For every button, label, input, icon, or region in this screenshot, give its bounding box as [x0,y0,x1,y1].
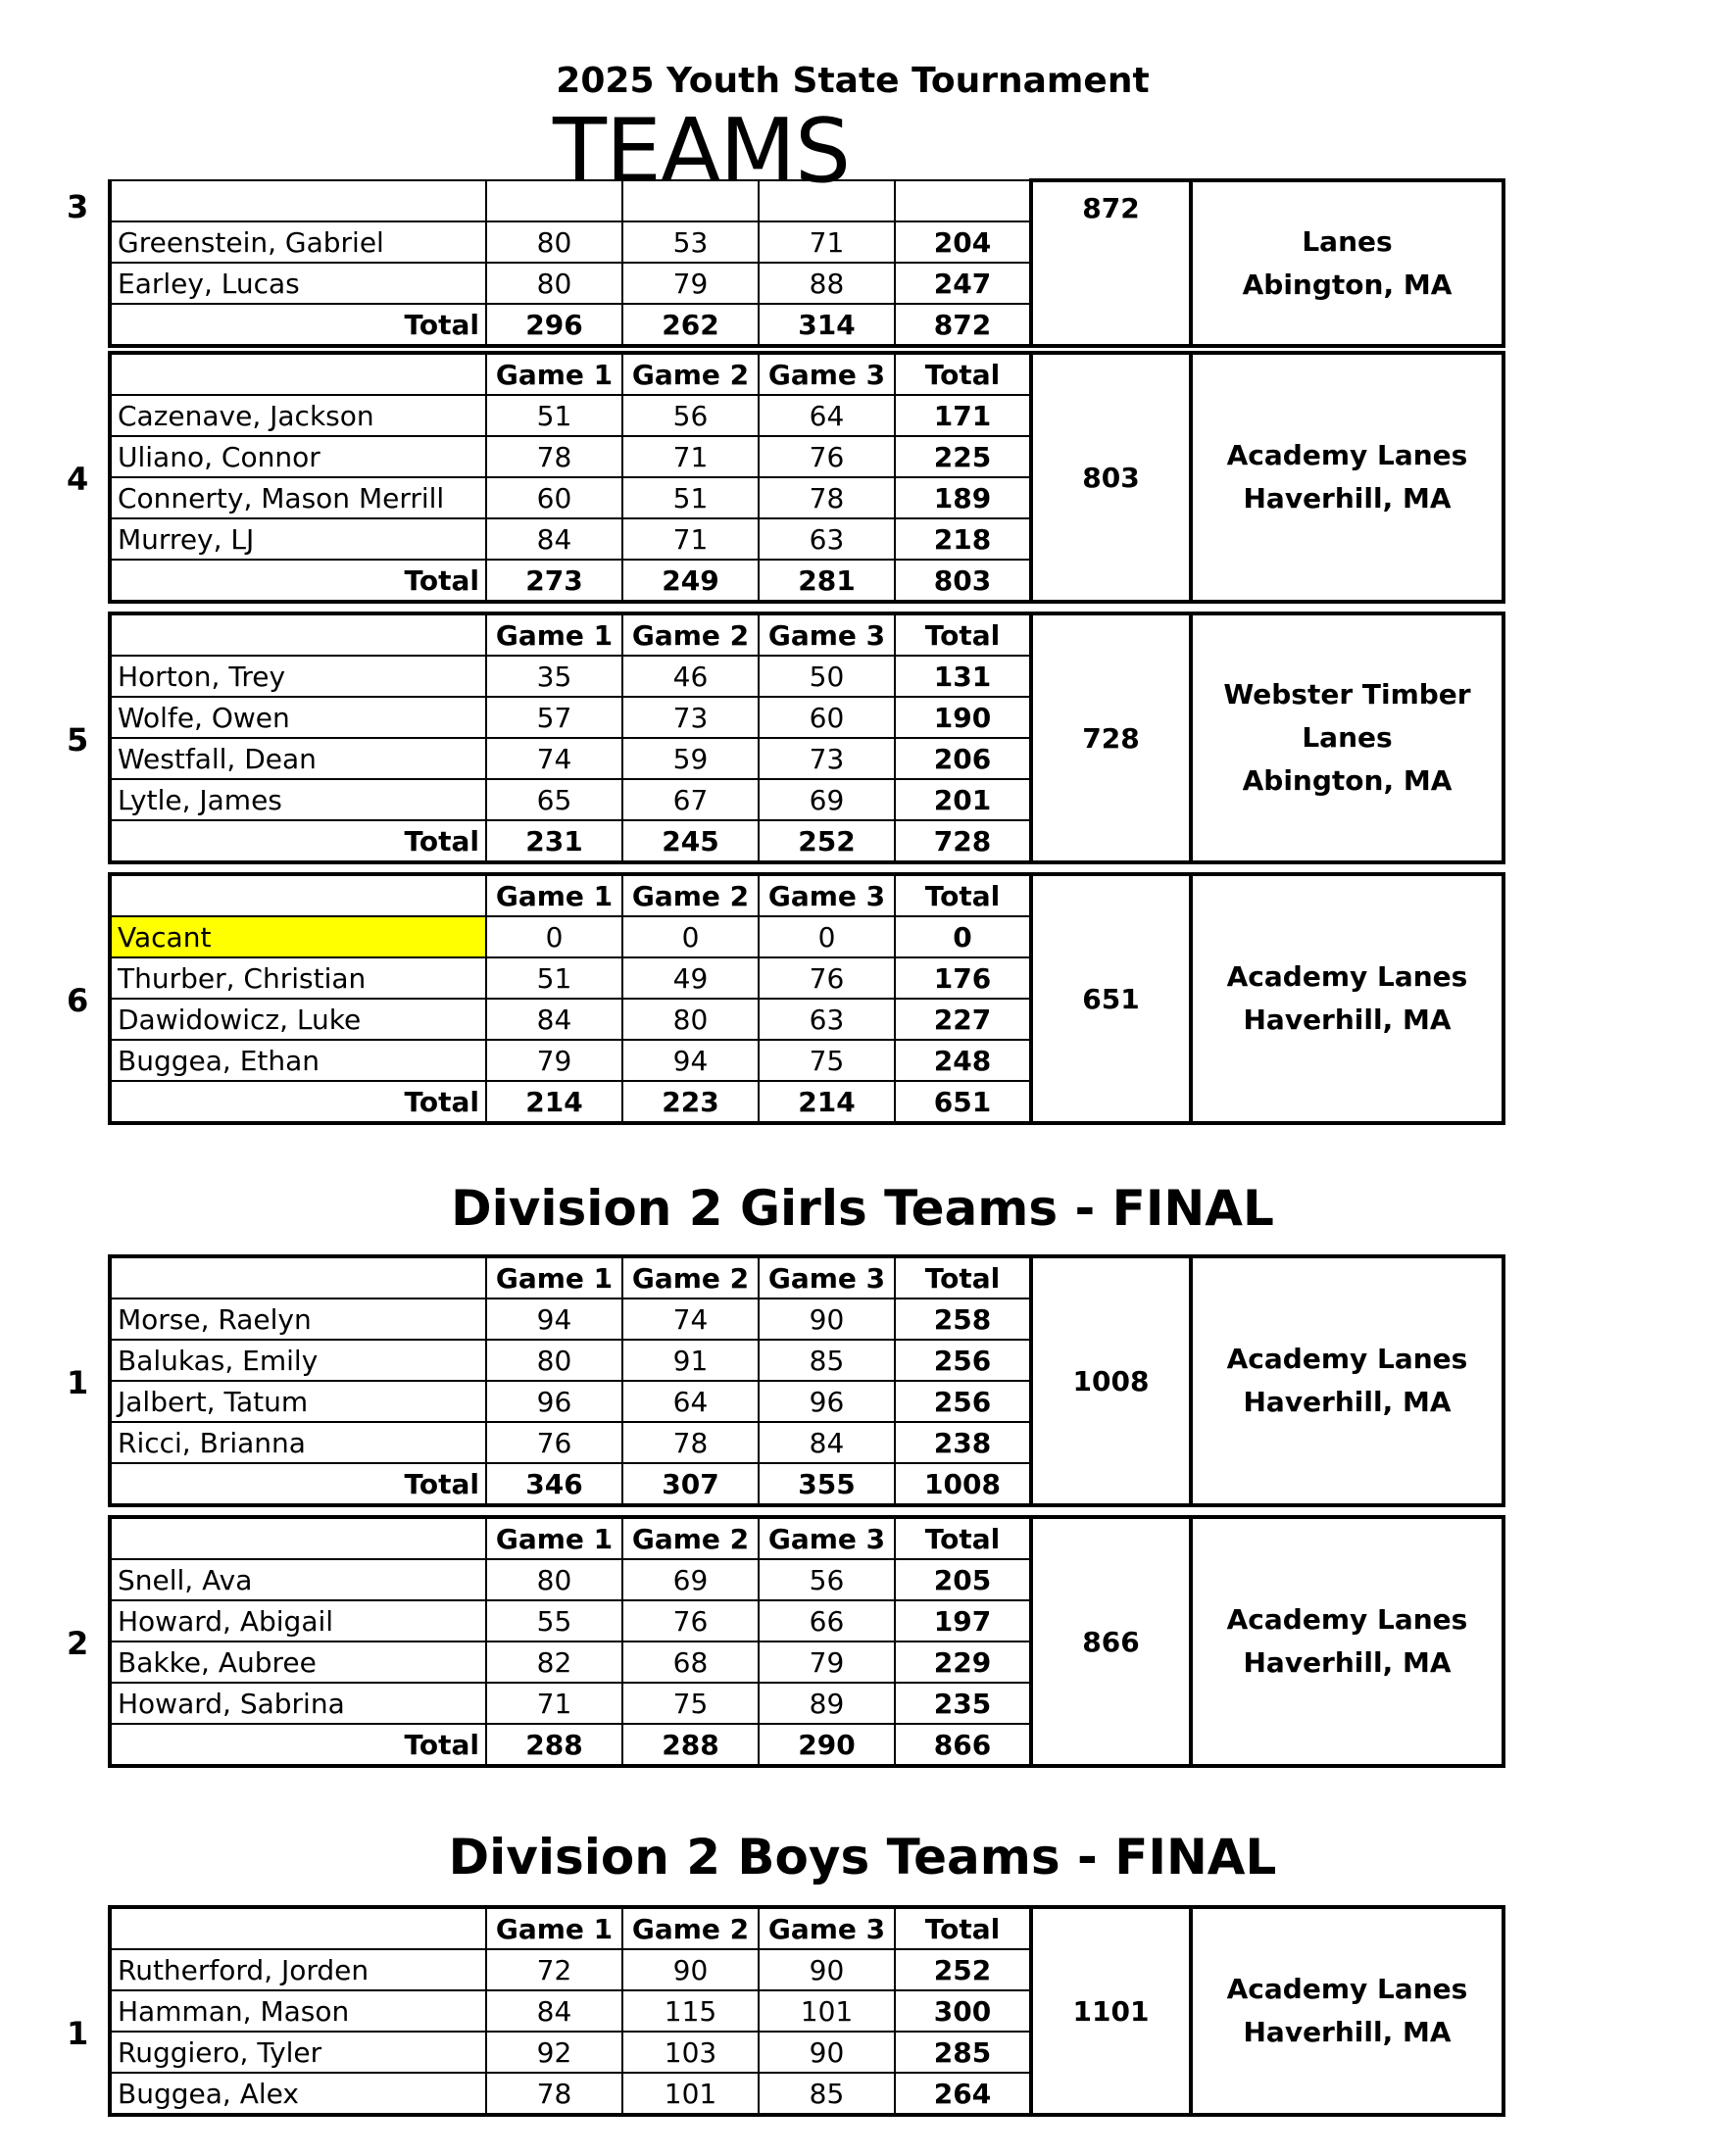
bowler-name: Howard, Abigail [110,1600,486,1642]
bowler-total: 264 [895,2073,1031,2115]
column-header: Game 1 [486,1907,622,1949]
table-row: Earley, Lucas 80 79 88 247 [110,263,1503,304]
bowler-name: Wolfe, Owen [110,697,486,738]
game-3-score: 101 [759,1990,895,2032]
bowler-name: Ruggiero, Tyler [110,2032,486,2073]
bowler-total: 248 [895,1040,1031,1081]
column-header: Game 2 [622,613,759,656]
game-1-score: 82 [486,1642,622,1683]
bowler-total: 258 [895,1298,1031,1340]
game-1-score: 80 [486,1559,622,1600]
game-2-score: 51 [622,477,759,518]
game-2-score: 90 [622,1949,759,1990]
game-1-score: 65 [486,779,622,820]
team-number: 2 [67,1625,89,1662]
column-header: Game 3 [759,874,895,916]
column-header: Game 3 [759,1907,895,1949]
bowler-total: 189 [895,477,1031,518]
bowler-name: Jalbert, Tatum [110,1381,486,1422]
team-location: Lanes Abington, MA [1191,180,1503,346]
team-table [108,178,1505,348]
team-score: 1008 [1031,1256,1191,1505]
bowler-total: 256 [895,1340,1031,1381]
game-3-score: 76 [759,436,895,477]
column-header: Game 2 [622,1256,759,1298]
team-number: 6 [67,982,89,1019]
game-3-score: 75 [759,1040,895,1081]
column-header: Total [895,613,1031,656]
team-score: 728 [1031,613,1191,862]
team-number: 1 [67,2015,89,2052]
column-header: Game 3 [759,1256,895,1298]
totals-row: Total 296 262 314 872 [110,304,1503,346]
team-score: 866 [1031,1517,1191,1766]
bowler-total: 205 [895,1559,1031,1600]
bowler-name: Rutherford, Jorden [110,1949,486,1990]
game-2-score: 115 [622,1990,759,2032]
game-3-score: 90 [759,1949,895,1990]
bowler-total: 190 [895,697,1031,738]
team-table [108,351,1505,604]
game-2-score: 101 [622,2073,759,2115]
bowler-total: 227 [895,999,1031,1040]
bowler-name: Vacant [110,916,486,957]
bowler-name: Dawidowicz, Luke [110,999,486,1040]
header-row [110,613,1503,656]
page-title: 2025 Youth State Tournament [556,61,1150,101]
team-block [0,1905,1666,2129]
column-header: Game 2 [622,1907,759,1949]
bowler-name: Ricci, Brianna [110,1422,486,1463]
game-1-score: 84 [486,518,622,560]
bowler-total: 256 [895,1381,1031,1422]
team-number: 5 [67,721,89,759]
bowler-total: 201 [895,779,1031,820]
teams-heading: TEAMS [553,100,851,203]
game-3-score: 96 [759,1381,895,1422]
game-2-score: 46 [622,656,759,697]
game-3-score: 64 [759,395,895,436]
team-block [0,1515,1666,1782]
bowler-total: 252 [895,1949,1031,1990]
game-3-score: 90 [759,1298,895,1340]
game-2-score: 73 [622,697,759,738]
team-block-partial [0,192,1666,351]
game-1-score: 51 [486,957,622,999]
team-location: Academy Lanes Haverhill, MA [1191,1517,1503,1766]
bowler-name: Buggea, Ethan [110,1040,486,1081]
header-row [110,1256,1503,1298]
bowler-total: 235 [895,1683,1031,1724]
game-2-score: 69 [622,1559,759,1600]
team-block [0,1254,1666,1521]
team-table [108,1515,1505,1768]
bowler-name: Uliano, Connor [110,436,486,477]
game-1-score: 72 [486,1949,622,1990]
header-row [110,1907,1503,1949]
column-header: Game 1 [486,613,622,656]
bowler-name: Connerty, Mason Merrill [110,477,486,518]
bowler-name: Horton, Trey [110,656,486,697]
game-3-score: 56 [759,1559,895,1600]
bowler-total: 300 [895,1990,1031,2032]
team-number-partial: 3 [67,188,89,225]
bowler-name: Buggea, Alex [110,2073,486,2115]
team-score: 651 [1031,874,1191,1123]
bowler-total: 206 [895,738,1031,779]
game-3-score: 0 [759,916,895,957]
game-1-score: 92 [486,2032,622,2073]
column-header: Game 1 [486,1517,622,1559]
game-3-score: 63 [759,518,895,560]
column-header: Game 2 [622,1517,759,1559]
game-3-score: 60 [759,697,895,738]
game-3-score: 85 [759,2073,895,2115]
game-2-score: 64 [622,1381,759,1422]
bowler-name: Balukas, Emily [110,1340,486,1381]
column-header: Game 3 [759,1517,895,1559]
game-2-score: 71 [622,436,759,477]
game-1-score: 0 [486,916,622,957]
column-header: Game 2 [622,874,759,916]
game-1-score: 60 [486,477,622,518]
game-2-score: 75 [622,1683,759,1724]
game-1-score: 55 [486,1600,622,1642]
game-3-score: 79 [759,1642,895,1683]
game-3-score: 66 [759,1600,895,1642]
team-number: 1 [67,1364,89,1401]
game-1-score: 78 [486,2073,622,2115]
team-number: 4 [67,461,89,498]
game-3-score: 63 [759,999,895,1040]
column-header: Total [895,1907,1031,1949]
team-score: 1101 [1031,1907,1191,2115]
game-1-score: 71 [486,1683,622,1724]
table-row: Greenstein, Gabriel 80 53 71 204 [110,221,1503,263]
column-header: Total [895,874,1031,916]
bowler-name: Morse, Raelyn [110,1298,486,1340]
game-3-score: 90 [759,2032,895,2073]
column-header: Game 1 [486,874,622,916]
game-1-score: 94 [486,1298,622,1340]
totals-row: Total 346 307 355 1008 [110,1463,1503,1505]
total-label: Total [110,560,486,602]
bowler-total: 218 [895,518,1031,560]
team-block [0,872,1666,1139]
game-2-score: 0 [622,916,759,957]
totals-row: Total 231 245 252 728 [110,820,1503,862]
game-1-score: 96 [486,1381,622,1422]
totals-row: Total 288 288 290 866 [110,1724,1503,1766]
game-2-score: 91 [622,1340,759,1381]
column-header: Total [895,1256,1031,1298]
bowler-name: Murrey, LJ [110,518,486,560]
column-header: Total [895,353,1031,395]
bowler-name: Greenstein, Gabriel [110,221,486,263]
column-header: Game 1 [486,1256,622,1298]
column-header: Total [895,1517,1031,1559]
game-3-score: 50 [759,656,895,697]
team-location: Academy Lanes Haverhill, MA [1191,353,1503,602]
bowler-name: Cazenave, Jackson [110,395,486,436]
game-2-score: 49 [622,957,759,999]
game-3-score: 89 [759,1683,895,1724]
bowler-total: 131 [895,656,1031,697]
team-table [108,1905,1505,2117]
bowler-name: Lytle, James [110,779,486,820]
division-2-girls-title: Division 2 Girls Teams - FINAL [451,1180,1274,1237]
team-score: 803 [1031,353,1191,602]
game-1-score: 35 [486,656,622,697]
column-header: Game 2 [622,353,759,395]
team-block [0,612,1666,878]
bowler-total: 0 [895,916,1031,957]
totals-row: Total 214 223 214 651 [110,1081,1503,1123]
game-2-score: 71 [622,518,759,560]
game-2-score: 76 [622,1600,759,1642]
column-header: Game 3 [759,353,895,395]
bowler-total: 225 [895,436,1031,477]
team-block [0,351,1666,617]
bowler-total: 171 [895,395,1031,436]
column-header: Game 1 [486,353,622,395]
team-table [108,872,1505,1125]
team-location: Academy Lanes Haverhill, MA [1191,874,1503,1123]
team-location: Academy Lanes Haverhill, MA [1191,1907,1503,2115]
bowler-name: Howard, Sabrina [110,1683,486,1724]
game-3-score: 84 [759,1422,895,1463]
header-row [110,353,1503,395]
game-2-score: 103 [622,2032,759,2073]
bowler-name: Bakke, Aubree [110,1642,486,1683]
team-score: 872 [1031,180,1191,346]
game-2-score: 67 [622,779,759,820]
game-3-score: 76 [759,957,895,999]
division-2-boys-title: Division 2 Boys Teams - FINAL [448,1829,1277,1886]
game-2-score: 78 [622,1422,759,1463]
total-label: Total [110,1724,486,1766]
header-row [110,874,1503,916]
game-3-score: 69 [759,779,895,820]
bowler-total: 197 [895,1600,1031,1642]
game-1-score: 51 [486,395,622,436]
bowler-total: 229 [895,1642,1031,1683]
bowler-name: Hamman, Mason [110,1990,486,2032]
game-1-score: 79 [486,1040,622,1081]
team-table [108,612,1505,864]
total-label: Total [110,820,486,862]
game-2-score: 80 [622,999,759,1040]
bowler-name: Snell, Ava [110,1559,486,1600]
game-1-score: 80 [486,1340,622,1381]
game-1-score: 74 [486,738,622,779]
column-header: Game 3 [759,613,895,656]
team-location: Academy Lanes Haverhill, MA [1191,1256,1503,1505]
total-label: Total [110,1463,486,1505]
bowler-name: Westfall, Dean [110,738,486,779]
game-2-score: 68 [622,1642,759,1683]
game-3-score: 78 [759,477,895,518]
game-1-score: 84 [486,999,622,1040]
bowler-name: Thurber, Christian [110,957,486,999]
bowler-total: 176 [895,957,1031,999]
game-2-score: 94 [622,1040,759,1081]
team-table [108,1254,1505,1507]
game-3-score: 85 [759,1340,895,1381]
game-1-score: 57 [486,697,622,738]
bowler-name: Earley, Lucas [110,263,486,304]
game-2-score: 59 [622,738,759,779]
game-1-score: 78 [486,436,622,477]
team-location: Webster Timber Lanes Abington, MA [1191,613,1503,862]
bowler-total: 285 [895,2032,1031,2073]
game-1-score: 76 [486,1422,622,1463]
game-3-score: 73 [759,738,895,779]
header-row [110,1517,1503,1559]
bowler-total: 238 [895,1422,1031,1463]
total-label: Total [110,1081,486,1123]
totals-row: Total 273 249 281 803 [110,560,1503,602]
game-1-score: 84 [486,1990,622,2032]
game-2-score: 74 [622,1298,759,1340]
game-2-score: 56 [622,395,759,436]
